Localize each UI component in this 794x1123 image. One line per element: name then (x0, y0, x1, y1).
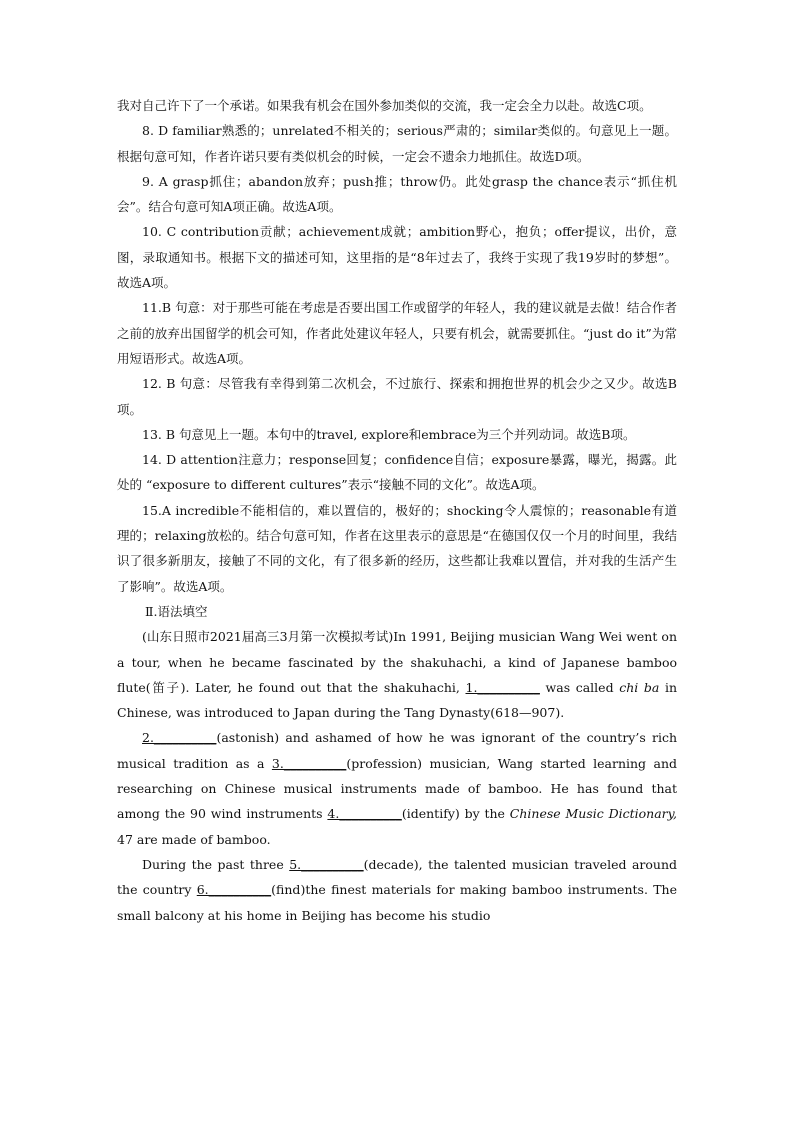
passage-text: (decade), the talented musician traveled around the country (117, 856, 678, 898)
passage-text: (identify) by the (401, 806, 510, 822)
blank-5: 5.__________ (289, 856, 364, 872)
passage-text: was called (539, 679, 620, 695)
italic-title-dictionary: Chinese Music Dictionary, (509, 806, 677, 822)
section-title: Ⅱ.语法填空 (145, 603, 208, 619)
answer-11: 11.B 句意：对于那些可能在考虑是否要出国工作或留学的年轻人，我的建议就是去做！结合作者之前的放弃出国留学的机会可知，作者此处建议年轻人，只要有机会，就需要抓住。“just do it”为常用短语形式。故选A项。 (117, 300, 677, 366)
blank-3: 3.__________ (271, 755, 347, 771)
blank-6: 6.__________ (196, 882, 272, 898)
passage-text: During the past three (142, 856, 290, 872)
passage-paragraph-1 (117, 624, 677, 725)
blank-1: 1.__________ (465, 679, 540, 695)
passage-text: (find)the finest materials for making bamboo instruments. The small balcony at his home in Beijing has become his studio (117, 882, 677, 923)
italic-term-chiba: chi ba (619, 679, 660, 695)
passage-text: (profession) musician, Wang started learning and researching on Chinese musical instruments made of bamboo. He has found that among the 90 wind instruments (117, 755, 678, 822)
answer-8: 8. D familiar熟悉的；unrelated不相关的；serious严肃的；similar类似的。句意见上一题。根据句意可知，作者许诺只要有类似机会的时候，一定会不遗余力地抓住。故选D项。 (117, 123, 677, 164)
passage-text: 47 are made of bamboo. (117, 831, 271, 847)
answer-13: 13. B 句意见上一题。本句中的travel, explore和embrace为三个并列动词。故选B项。 (142, 426, 636, 442)
answer-9: 9. A grasp抓住；abandon放弃；push推；throw仍。此处grasp the chance表示“抓住机会”。结合句意可知A项正确。故选A项。 (117, 173, 677, 215)
passage-text: (astonish) and ashamed of how he was ignorant of the country’s rich musical tradition as a (117, 730, 677, 771)
blank-4: 4.__________ (327, 806, 402, 822)
answer-14: 14. D attention注意力；response回复；confidence自信；exposure暴露，曝光，揭露。此处的 “exposure to different cultures”表示“接触不同的文化”。故选A项。 (117, 452, 677, 493)
document-content (117, 93, 677, 928)
answer-7-continuation: 我对自己许下了一个承诺。如果我有机会在国外参加类似的交流，我一定会全力以赴。故选C项。 (117, 98, 652, 113)
passage-text: (山东日照市2021届高三3月第一次模拟考试)In 1991, Beijing musician Wang Wei went on a tour, when he became fascinated by the shakuhachi, a kind of Japanese bamboo flute(笛子). Later, he found out that the shakuhachi, (117, 629, 677, 695)
passage-paragraph-3 (117, 852, 677, 928)
blank-2: 2.__________ (142, 730, 217, 746)
answer-15: 15.A incredible不能相信的，难以置信的，极好的；shocking令人震惊的；reasonable有道理的；relaxing放松的。结合句意可知，作者在这里表示的意思是“在德国仅仅一个月的时间里，我结识了很多新朋友，接触了不同的文化，有了很多新的经历，这些都让我难以置信，并对我的生活产生了影响”。故选A项。 (117, 502, 677, 594)
answer-12: 12. B 句意：尽管我有幸得到第二次机会，不过旅行、探索和拥抱世界的机会少之又少。故选B项。 (117, 376, 677, 417)
passage-text: in Chinese, was introduced to Japan during the Tang Dynasty(618—907). (117, 679, 677, 721)
answer-10: 10. C contribution贡献；achievement成就；ambition野心，抱负；offer提议，出价，意图，录取通知书。根据下文的描述可知，这里指的是“8年过去了，我终于实现了我19岁时的梦想”。故选A项。 (117, 224, 677, 291)
passage-paragraph-2 (117, 725, 677, 851)
